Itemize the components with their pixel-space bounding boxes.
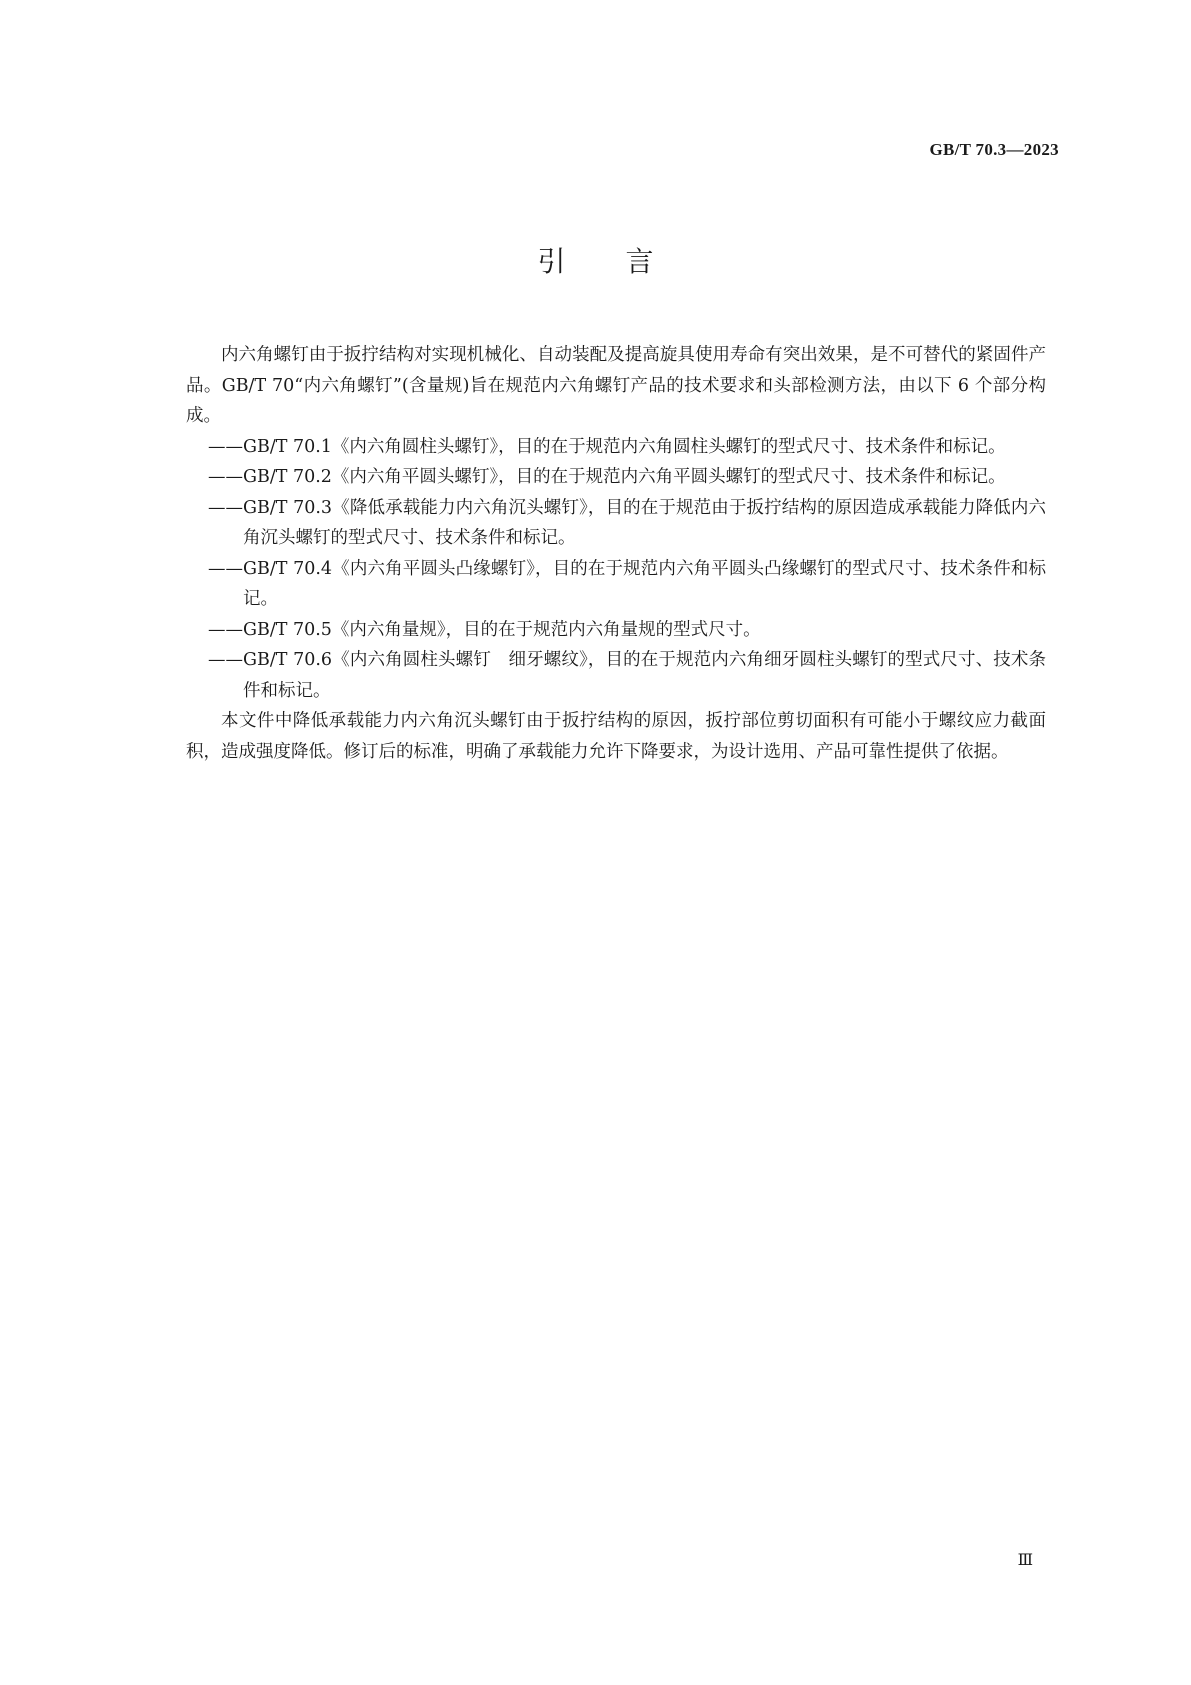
intro-paragraph: 内六角螺钉由于扳拧结构对实现机械化、自动装配及提高旋具使用寿命有突出效果，是不可替代的紧固件产品。GB/T 70“内六角螺钉”(含量规)旨在规范内六角螺钉产品的技术要求和头部检测方法，由以下 6 个部分构成。 — [186, 345, 1046, 426]
part-item: ——GB/T 70.1《内六角圆柱头螺钉》，目的在于规范内六角圆柱头螺钉的型式尺寸、技术条件和标记。 — [208, 436, 1006, 457]
part-item: ——GB/T 70.3《降低承载能力内六角沉头螺钉》，目的在于规范由于扳拧结构的原因造成承载能力降低内六角沉头螺钉的型式尺寸、技术条件和标记。 — [208, 497, 1046, 548]
part-item: ——GB/T 70.2《内六角平圆头螺钉》，目的在于规范内六角平圆头螺钉的型式尺寸、技术条件和标记。 — [208, 467, 1006, 487]
page-title: 引言 — [537, 245, 714, 278]
part-item: ——GB/T 70.6《内六角圆柱头螺钉 细牙螺纹》，目的在于规范内六角细牙圆柱头螺钉的型式尺寸、技术条件和标记。 — [208, 650, 1046, 701]
part-item: ——GB/T 70.5《内六角量规》，目的在于规范内六角量规的型式尺寸。 — [208, 619, 761, 640]
closing-paragraph: 本文件中降低承载能力内六角沉头螺钉由于扳拧结构的原因，扳拧部位剪切面积有可能小于螺纹应力截面积，造成强度降低。修订后的标准，明确了承载能力允许下降要求，为设计选用、产品可靠性提供了依据。 — [186, 711, 1046, 762]
page-number: Ⅲ — [1017, 1552, 1033, 1569]
part-item: ——GB/T 70.4《内六角平圆头凸缘螺钉》，目的在于规范内六角平圆头凸缘螺钉的型式尺寸、技术条件和标记。 — [208, 558, 1046, 609]
document-body — [186, 340, 1046, 767]
standard-code: GB/T 70.3—2023 — [929, 140, 1059, 159]
